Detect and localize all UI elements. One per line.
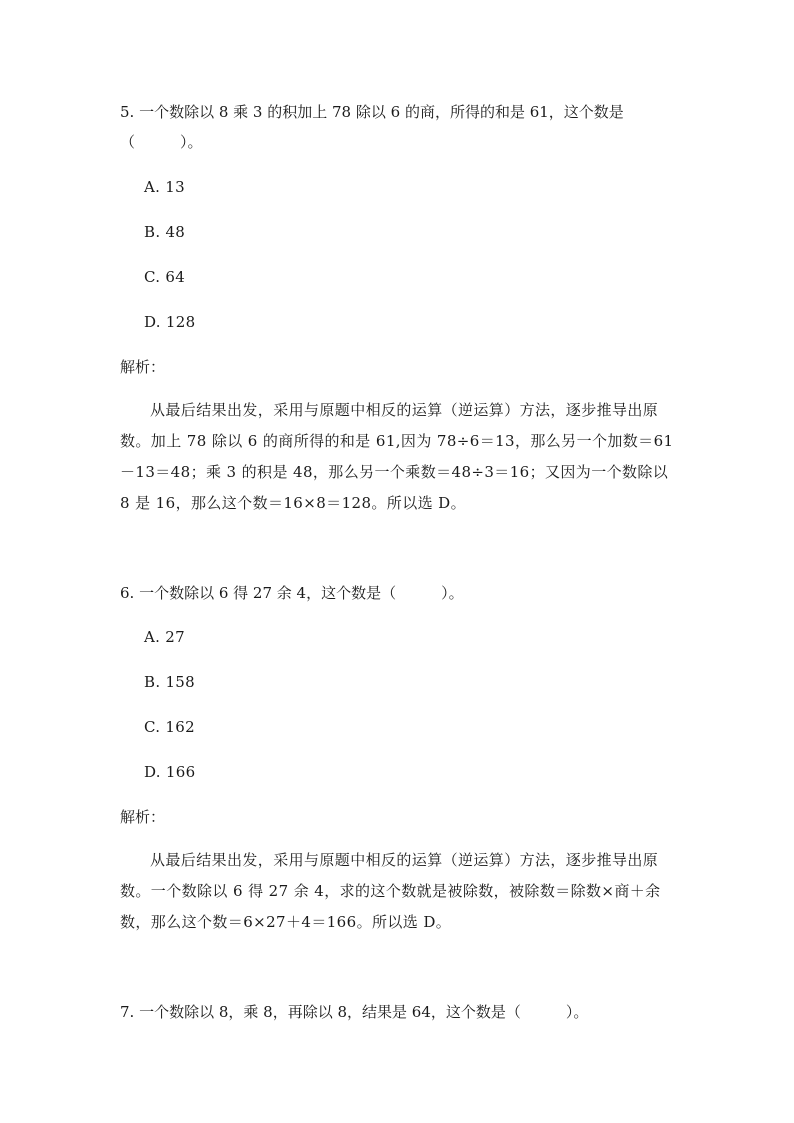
question-5-option-d: D. 128	[144, 313, 196, 331]
question-7-stem: 7. 一个数除以 8，乘 8，再除以 8，结果是 64，这个数是（ ）。	[120, 1003, 589, 1021]
question-5-analysis: 从最后结果出发，采用与原题中相反的运算（逆运算）方法，逐步推导出原数。加上 78 除以 6 的商所得的和是 61,因为 78÷6＝13，那么另一个加数＝61－13＝48；乘 3 的积是 48，那么另一个乘数＝48÷3＝16；又因为一个数除以 8 是 16，那么这个数＝16×8＝128。所以选 D。	[120, 401, 674, 512]
question-6-analysis-label: 解析：	[120, 808, 166, 826]
question-5-option-a: A. 13	[144, 178, 185, 196]
question-5-stem: 5. 一个数除以 8 乘 3 的积加上 78 除以 6 的商，所得的和是 61，这个数是（ ）。	[120, 103, 624, 151]
question-5-option-c: C. 64	[144, 268, 186, 286]
question-6-stem: 6. 一个数除以 6 得 27 余 4，这个数是（ ）。	[120, 584, 464, 602]
question-5-option-b: B. 48	[144, 223, 186, 241]
question-6-option-b: B. 158	[144, 673, 195, 691]
question-5-analysis-label: 解析：	[120, 358, 166, 376]
question-6-option-a: A. 27	[144, 628, 185, 646]
question-6-analysis: 从最后结果出发，采用与原题中相反的运算（逆运算）方法，逐步推导出原数。一个数除以 6 得 27 余 4，求的这个数就是被除数，被除数＝除数×商＋余数，那么这个数＝6×27＋4＝166。所以选 D。	[120, 851, 661, 931]
question-6-option-c: C. 162	[144, 718, 195, 736]
question-6-option-d: D. 166	[144, 763, 196, 781]
